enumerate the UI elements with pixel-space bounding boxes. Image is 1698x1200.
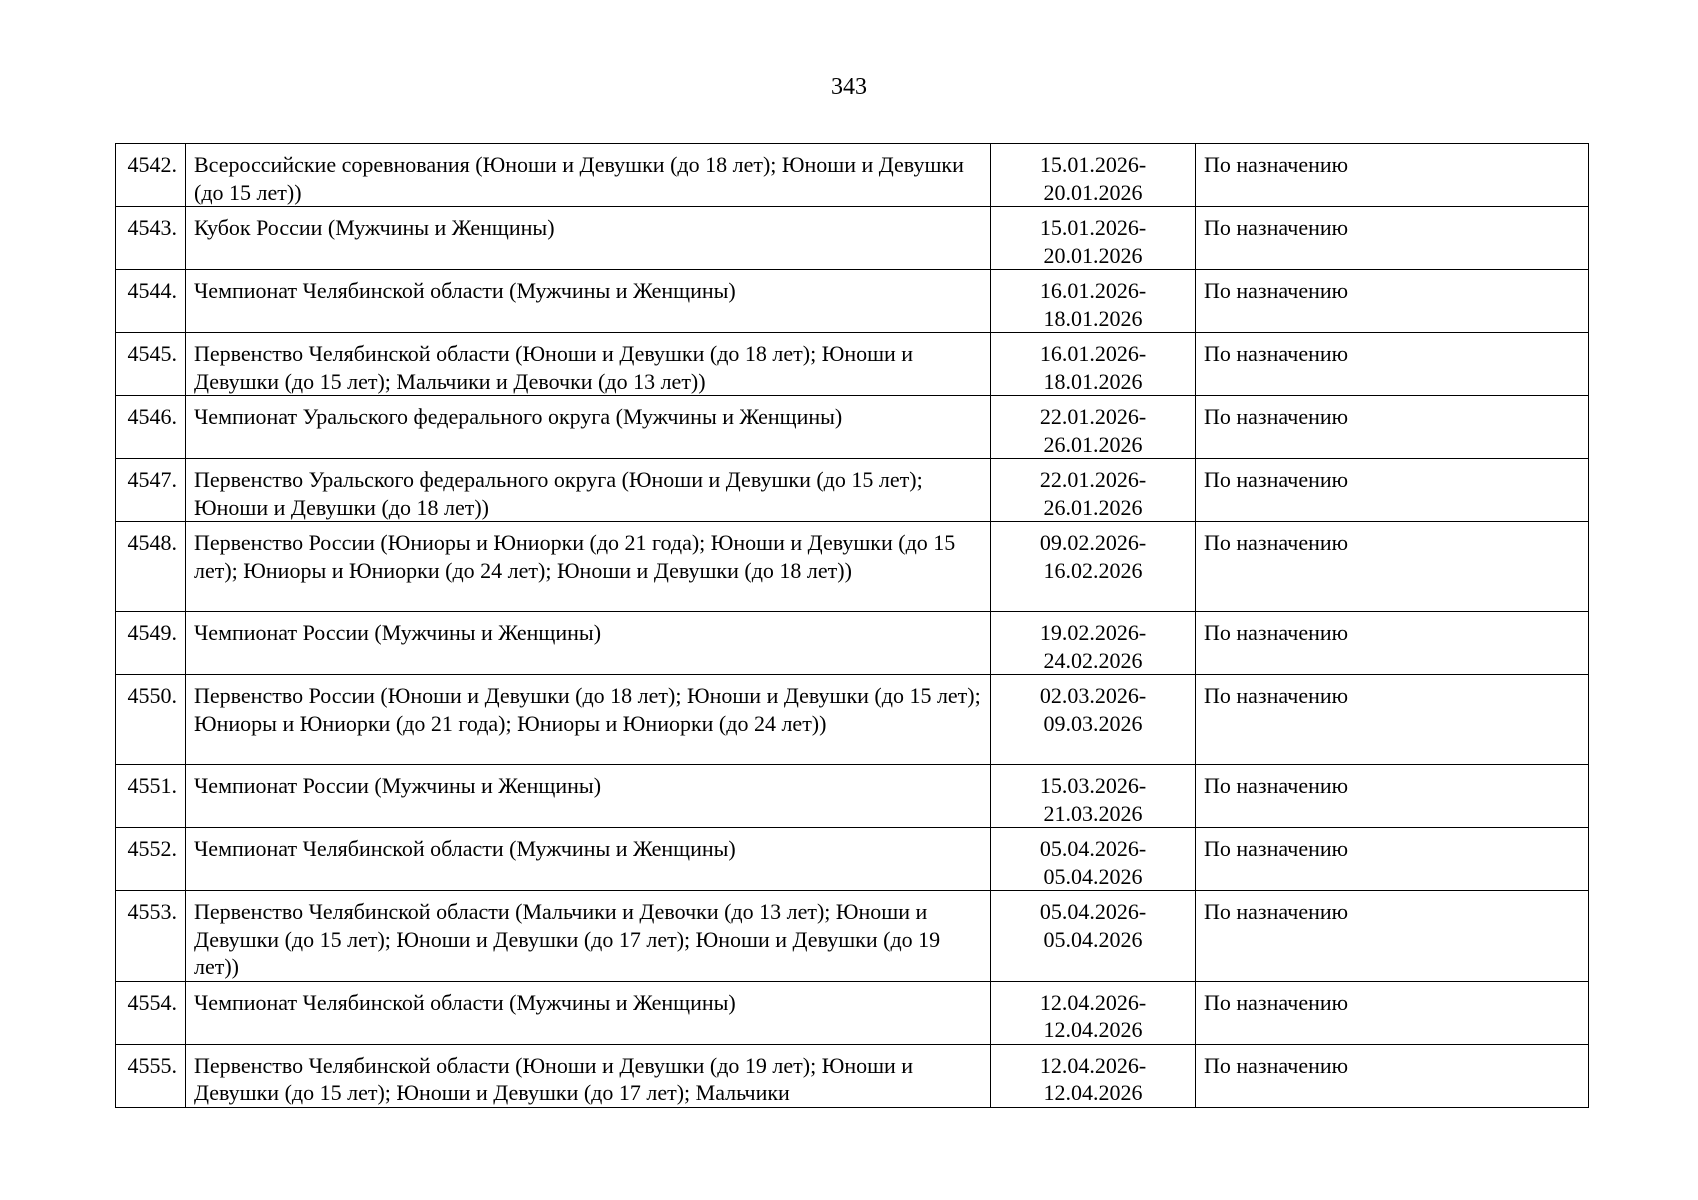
- row-number: 4547.: [116, 459, 186, 522]
- event-name: Чемпионат России (Мужчины и Женщины): [186, 765, 991, 828]
- table-row: [116, 207, 1589, 270]
- event-name: Чемпионат России (Мужчины и Женщины): [186, 612, 991, 675]
- table-row: [116, 981, 1589, 1044]
- date-start: 15.01.2026-: [1039, 152, 1147, 177]
- table-row: [116, 828, 1589, 891]
- event-name-text: Первенство Челябинской области (Юноши и Девушки (до 19 лет); Юноши и Девушки (до 15 лет); Юноши и Девушки (до 17 лет); Мальчики: [194, 1052, 914, 1105]
- date-end: 18.01.2026: [1043, 368, 1143, 394]
- date-end: 21.03.2026: [1043, 800, 1143, 826]
- row-number: 4546.: [116, 396, 186, 459]
- date-end: 20.01.2026: [1043, 179, 1143, 205]
- table-row: [116, 765, 1589, 828]
- date-end: 16.02.2026: [1043, 557, 1143, 583]
- table-row: [116, 612, 1589, 675]
- row-number: 4550.: [116, 675, 186, 765]
- row-number: 4554.: [116, 981, 186, 1044]
- event-place: По назначению: [1196, 765, 1589, 828]
- date-start: 15.03.2026-: [1039, 773, 1147, 798]
- competition-schedule-table: [115, 143, 1589, 1108]
- date-end: 12.04.2026: [1043, 1080, 1143, 1105]
- row-number: 4548.: [116, 522, 186, 612]
- event-dates: [991, 522, 1196, 612]
- event-name: Первенство Челябинской области (Мальчики и Девочки (до 13 лет); Юноши и Девушки (до 15 лет); Юноши и Девушки (до 17 лет); Юноши и Девушки (до 19 лет)): [186, 891, 991, 982]
- event-dates: [991, 396, 1196, 459]
- event-dates: [991, 675, 1196, 765]
- event-place: По назначению: [1196, 891, 1589, 982]
- row-number: 4553.: [116, 891, 186, 982]
- date-end: 09.03.2026: [1043, 710, 1143, 736]
- date-start: 05.04.2026-: [1039, 836, 1147, 861]
- date-start: 16.01.2026-: [1039, 278, 1147, 303]
- event-dates: [991, 981, 1196, 1044]
- event-place: По назначению: [1196, 675, 1589, 765]
- table-row: [116, 333, 1589, 396]
- event-place: По назначению: [1196, 1044, 1589, 1107]
- date-start: 02.03.2026-: [1039, 683, 1147, 708]
- event-name: [186, 1044, 991, 1107]
- event-place: По назначению: [1196, 207, 1589, 270]
- date-start: 05.04.2026-: [1039, 899, 1147, 924]
- event-dates: [991, 1044, 1196, 1107]
- date-start: 12.04.2026-: [1039, 1052, 1147, 1078]
- event-name: Первенство Челябинской области (Юноши и Девушки (до 18 лет); Юноши и Девушки (до 15 лет); Мальчики и Девочки (до 13 лет)): [186, 333, 991, 396]
- row-number: 4552.: [116, 828, 186, 891]
- table-row: [116, 675, 1589, 765]
- event-place: По назначению: [1196, 144, 1589, 207]
- table-row: [116, 459, 1589, 522]
- event-dates: [991, 459, 1196, 522]
- date-end: 05.04.2026: [1043, 926, 1143, 952]
- date-start: 19.02.2026-: [1039, 620, 1147, 645]
- event-name: Кубок России (Мужчины и Женщины): [186, 207, 991, 270]
- event-place: По назначению: [1196, 333, 1589, 396]
- date-end: 12.04.2026: [1043, 1017, 1143, 1042]
- event-name: Чемпионат Челябинской области (Мужчины и Женщины): [186, 828, 991, 891]
- event-place: По назначению: [1196, 828, 1589, 891]
- table-row: [116, 1044, 1589, 1107]
- date-end: 26.01.2026: [1043, 431, 1143, 457]
- row-number: 4555.: [116, 1044, 186, 1107]
- row-number: 4549.: [116, 612, 186, 675]
- event-dates: [991, 333, 1196, 396]
- table-row: [116, 270, 1589, 333]
- date-end: 20.01.2026: [1043, 242, 1143, 268]
- date-start: 22.01.2026-: [1039, 404, 1147, 429]
- event-dates: [991, 270, 1196, 333]
- event-place: По назначению: [1196, 522, 1589, 612]
- date-end: 18.01.2026: [1043, 305, 1143, 331]
- date-end: 05.04.2026: [1043, 863, 1143, 889]
- date-start: 22.01.2026-: [1039, 467, 1147, 492]
- event-dates: [991, 765, 1196, 828]
- event-name: Чемпионат Челябинской области (Мужчины и Женщины): [186, 981, 991, 1044]
- page-number: 343: [831, 74, 867, 100]
- table-row: [116, 522, 1589, 612]
- event-place: По назначению: [1196, 612, 1589, 675]
- event-place: По назначению: [1196, 981, 1589, 1044]
- table-row: [116, 891, 1589, 982]
- event-name: Первенство России (Юноши и Девушки (до 18 лет); Юноши и Девушки (до 15 лет); Юниоры и Юниорки (до 21 года); Юниоры и Юниорки (до 24 лет)): [186, 675, 991, 765]
- event-place: По назначению: [1196, 396, 1589, 459]
- event-dates: [991, 612, 1196, 675]
- event-dates: [991, 144, 1196, 207]
- row-number: 4544.: [116, 270, 186, 333]
- table-row: [116, 396, 1589, 459]
- event-place: По назначению: [1196, 270, 1589, 333]
- event-dates: [991, 828, 1196, 891]
- event-name: Первенство России (Юниоры и Юниорки (до 21 года); Юноши и Девушки (до 15 лет); Юниоры и Юниорки (до 24 лет); Юноши и Девушки (до 18 лет)): [186, 522, 991, 612]
- event-dates: [991, 891, 1196, 982]
- row-number: 4542.: [116, 144, 186, 207]
- event-name: Чемпионат Челябинской области (Мужчины и Женщины): [186, 270, 991, 333]
- date-start: 15.01.2026-: [1039, 215, 1147, 240]
- date-start: 12.04.2026-: [1039, 989, 1147, 1015]
- table-row: [116, 144, 1589, 207]
- event-dates: [991, 207, 1196, 270]
- row-number: 4543.: [116, 207, 186, 270]
- event-name: Первенство Уральского федерального округа (Юноши и Девушки (до 15 лет); Юноши и Девушки (до 18 лет)): [186, 459, 991, 522]
- date-start: 16.01.2026-: [1039, 341, 1147, 366]
- event-name: Всероссийские соревнования (Юноши и Девушки (до 18 лет); Юноши и Девушки (до 15 лет)): [186, 144, 991, 207]
- event-name: Чемпионат Уральского федерального округа (Мужчины и Женщины): [186, 396, 991, 459]
- event-place: По назначению: [1196, 459, 1589, 522]
- date-end: 24.02.2026: [1043, 647, 1143, 673]
- date-end: 26.01.2026: [1043, 494, 1143, 520]
- row-number: 4545.: [116, 333, 186, 396]
- date-start: 09.02.2026-: [1039, 530, 1147, 555]
- row-number: 4551.: [116, 765, 186, 828]
